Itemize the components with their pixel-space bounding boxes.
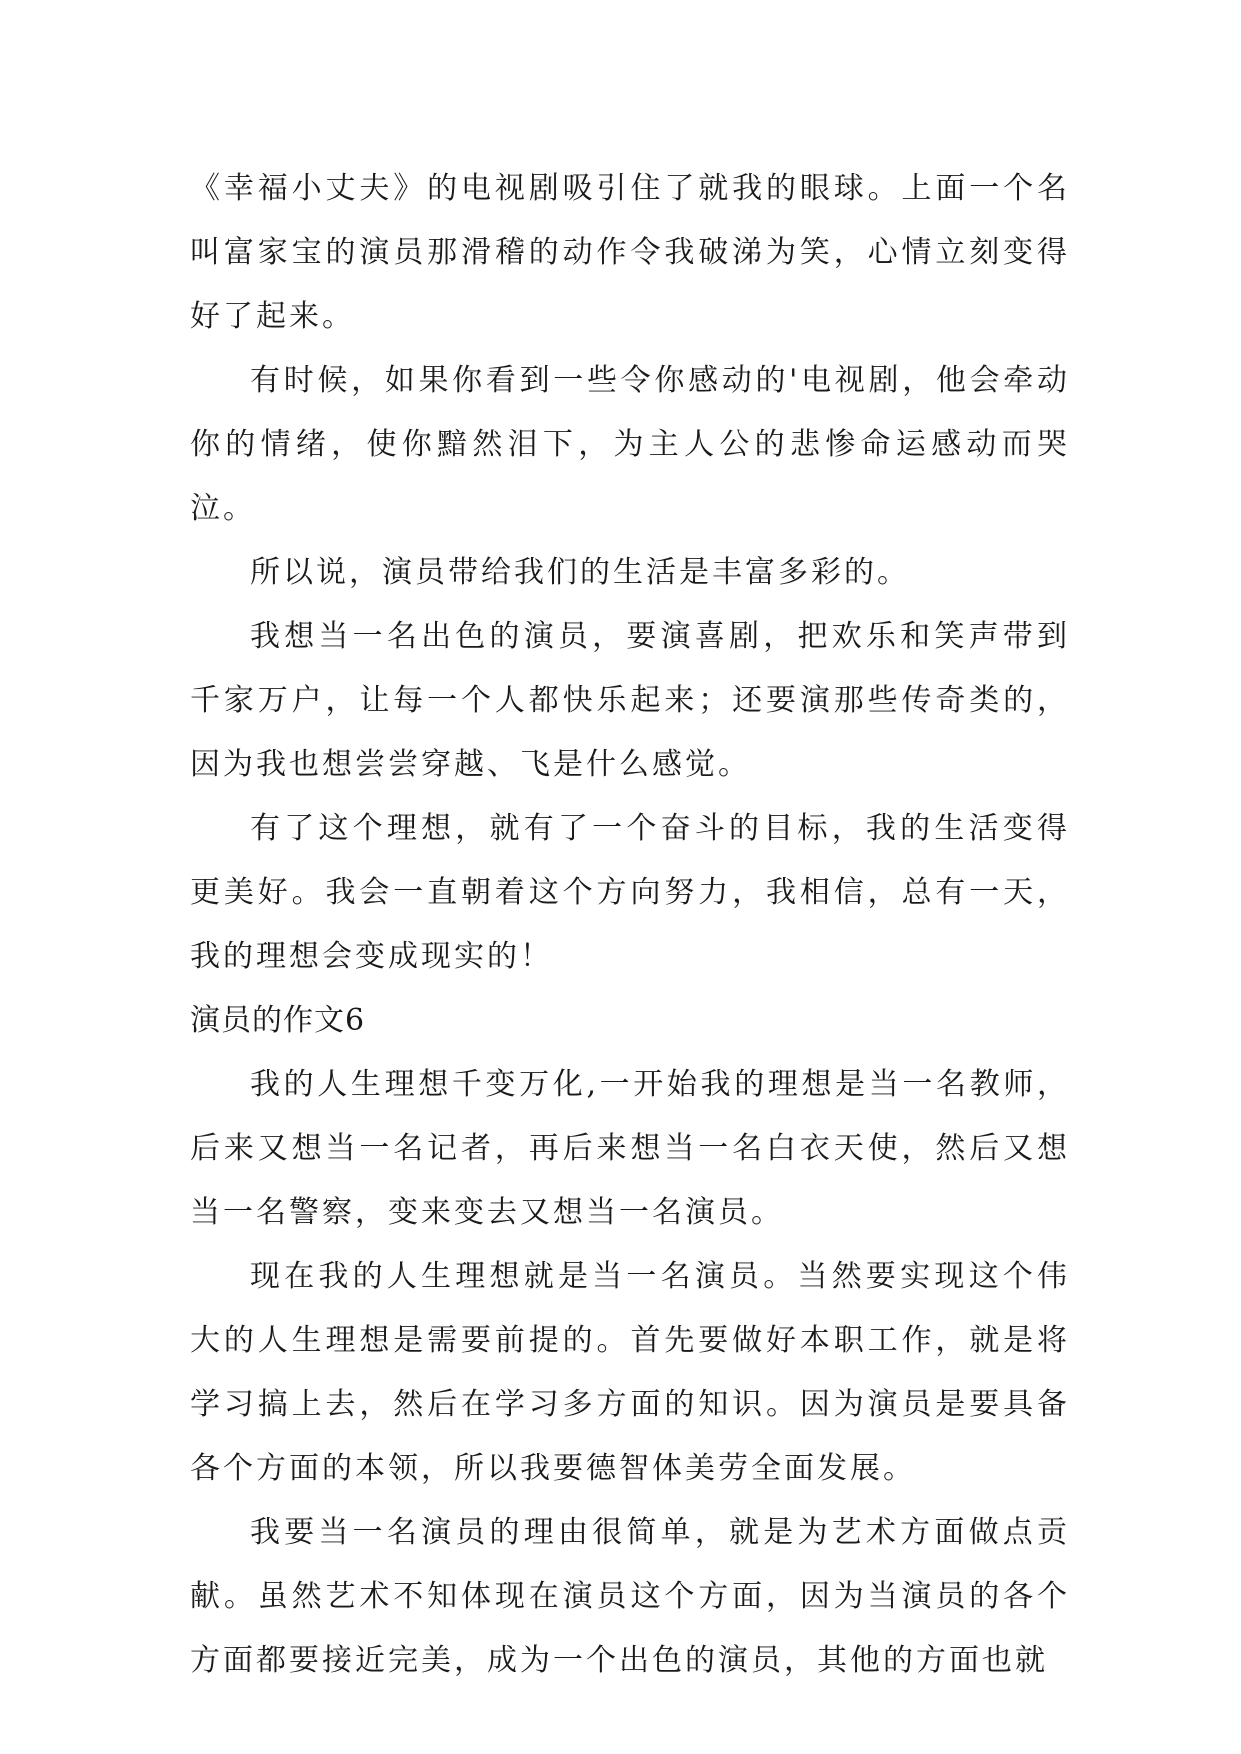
- essay-heading: 演员的作文6: [190, 1003, 366, 1038]
- paragraph-4: 我想当一名出色的演员，要演喜剧，把欢乐和笑声带到千家万户，让每一个人都快乐起来；还要演那些传奇类的，因为我也想尝尝穿越、飞是什么感觉。: [190, 619, 1070, 782]
- paragraph-7: 现在我的人生理想就是当一名演员。当然要实现这个伟大的人生理想是需要前提的。首先要做好本职工作，就是将学习搞上去，然后在学习多方面的知识。因为演员是要具备各个方面的本领，所以我要德智体美劳全面发展。: [190, 1259, 1070, 1486]
- paragraph-3: 所以说，演员带给我们的生活是丰富多彩的。: [250, 555, 910, 590]
- document-body: [190, 157, 1070, 1693]
- paragraph-2: 有时候，如果你看到一些令你感动的'电视剧，他会牵动你的情绪，使你黯然泪下，为主人公的悲惨命运感动而哭泣。: [190, 363, 1070, 526]
- paragraph-1: 《幸福小丈夫》的电视剧吸引住了就我的眼球。上面一个名叫富家宝的演员那滑稽的动作令我破涕为笑，心情立刻变得好了起来。: [190, 171, 1070, 334]
- paragraph-5: 有了这个理想，就有了一个奋斗的目标，我的生活变得更美好。我会一直朝着这个方向努力，我相信，总有一天，我的理想会变成现实的！: [190, 811, 1070, 974]
- paragraph-6: 我的人生理想千变万化,一开始我的理想是当一名教师，后来又想当一名记者，再后来想当一名白衣天使，然后又想当一名警察，变来变去又想当一名演员。: [190, 1067, 1070, 1230]
- paragraph-8: 我要当一名演员的理由很简单，就是为艺术方面做点贡献。虽然艺术不知体现在演员这个方面，因为当演员的各个方面都要接近完美，成为一个出色的演员，其他的方面也就: [190, 1515, 1070, 1678]
